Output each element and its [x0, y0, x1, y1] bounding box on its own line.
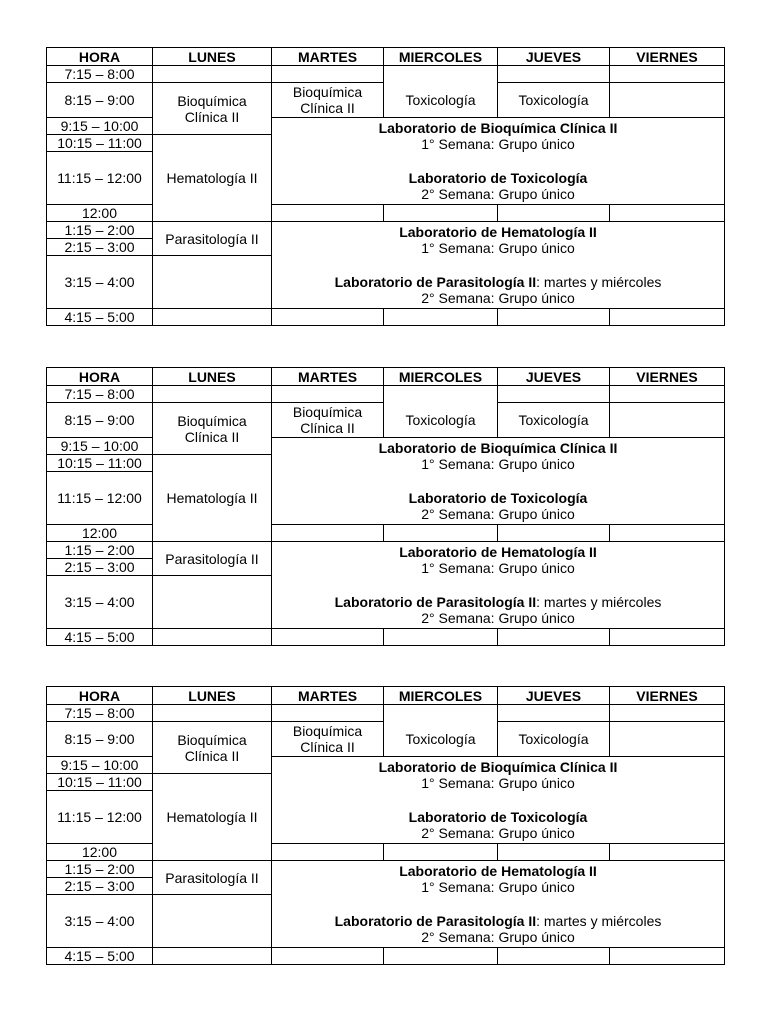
- empty-cell: [610, 403, 725, 438]
- empty-cell: [498, 386, 610, 403]
- empty-cell: [610, 629, 725, 646]
- empty-cell: [498, 844, 610, 861]
- header-martes: MARTES: [272, 368, 384, 386]
- empty-cell: [272, 948, 384, 965]
- header-lunes: LUNES: [153, 687, 272, 705]
- hour-cell: 4:15 – 5:00: [47, 948, 153, 965]
- lab-week: 1° Semana: Grupo único: [421, 456, 575, 472]
- lab-title: Laboratorio de Bioquímica Clínica II: [378, 759, 618, 775]
- class-name: Clínica II: [184, 108, 240, 125]
- class-cell-lunes: Hematología II: [153, 774, 272, 861]
- empty-cell: [498, 309, 610, 326]
- empty-cell: [498, 66, 610, 83]
- header-lunes: LUNES: [153, 48, 272, 66]
- hour-cell: 7:15 – 8:00: [47, 66, 153, 83]
- lab-week: 1° Semana: Grupo único: [421, 136, 575, 152]
- class-cell-lunes: Parasitología II: [153, 222, 272, 256]
- empty-cell: [498, 629, 610, 646]
- header-lunes: LUNES: [153, 368, 272, 386]
- empty-cell: [384, 629, 498, 646]
- empty-cell: [610, 722, 725, 757]
- header-martes: MARTES: [272, 48, 384, 66]
- header-miercoles: MIERCOLES: [384, 48, 498, 66]
- hour-cell: 3:15 – 4:00: [47, 576, 153, 629]
- class-cell-lunes: [153, 403, 272, 455]
- empty-cell: [610, 525, 725, 542]
- lab-title: Laboratorio de Parasitología II: [334, 274, 537, 290]
- empty-cell: [272, 705, 384, 722]
- header-jueves: JUEVES: [498, 687, 610, 705]
- hour-cell: 1:15 – 2:00: [47, 542, 153, 559]
- lab-week: 2° Semana: Grupo único: [421, 186, 575, 202]
- class-name: Toxicología: [405, 91, 476, 108]
- hour-cell: 9:15 – 10:00: [47, 118, 153, 135]
- hour-cell: 2:15 – 3:00: [47, 878, 153, 895]
- class-name: Clínica II: [300, 739, 355, 755]
- header-jueves: JUEVES: [498, 48, 610, 66]
- lab-title: Laboratorio de Hematología II: [399, 863, 597, 879]
- hour-cell: 7:15 – 8:00: [47, 705, 153, 722]
- header-viernes: VIERNES: [610, 687, 725, 705]
- empty-cell: [272, 386, 384, 403]
- lab-week: 1° Semana: Grupo único: [421, 775, 575, 791]
- hour-cell: 11:15 – 12:00: [47, 472, 153, 525]
- class-cell-lunes: [153, 83, 272, 135]
- lab-week: 2° Semana: Grupo único: [421, 290, 575, 306]
- class-cell-lunes: Parasitología II: [153, 861, 272, 895]
- empty-cell: [153, 705, 272, 722]
- empty-cell: [384, 948, 498, 965]
- class-cell-martes: [272, 83, 384, 118]
- hour-cell: 4:15 – 5:00: [47, 629, 153, 646]
- class-name: Bioquímica: [177, 92, 247, 109]
- class-name: Bioquímica: [292, 723, 363, 739]
- empty-cell: [153, 629, 272, 646]
- class-name: Toxicología: [405, 411, 476, 428]
- lab-week: 1° Semana: Grupo único: [421, 879, 575, 895]
- lab-title: Laboratorio de Parasitología II: [334, 594, 537, 610]
- header-row: [47, 48, 725, 66]
- empty-cell: [384, 525, 498, 542]
- empty-cell: [498, 705, 610, 722]
- header-row: [47, 368, 725, 386]
- lab-block-2: [272, 861, 725, 948]
- class-cell-jueves: Toxicología: [498, 403, 610, 438]
- class-name: Bioquímica: [292, 84, 363, 100]
- header-hora: HORA: [47, 687, 153, 705]
- class-cell-lunes: Parasitología II: [153, 542, 272, 576]
- lab-week: 1° Semana: Grupo único: [421, 560, 575, 576]
- lab-days: : martes y miércoles: [536, 594, 662, 610]
- hour-cell: 12:00: [47, 205, 153, 222]
- class-name: Clínica II: [184, 747, 240, 764]
- hour-cell: 12:00: [47, 525, 153, 542]
- empty-cell: [498, 205, 610, 222]
- class-name: Bioquímica: [292, 404, 363, 420]
- hour-cell: 2:15 – 3:00: [47, 239, 153, 256]
- empty-cell: [610, 205, 725, 222]
- empty-cell: [610, 309, 725, 326]
- class-name: Bioquímica: [177, 412, 247, 429]
- class-name: Clínica II: [300, 420, 355, 436]
- empty-cell: [272, 309, 384, 326]
- empty-cell: [153, 895, 272, 948]
- hour-cell: 9:15 – 10:00: [47, 438, 153, 455]
- lab-week: 2° Semana: Grupo único: [421, 506, 575, 522]
- hour-cell: 8:15 – 9:00: [47, 722, 153, 757]
- empty-cell: [272, 205, 384, 222]
- header-viernes: VIERNES: [610, 48, 725, 66]
- class-cell-miercoles: [384, 386, 498, 438]
- empty-cell: [153, 948, 272, 965]
- class-cell-miercoles: [384, 66, 498, 118]
- lab-title: Laboratorio de Toxicología: [408, 490, 588, 506]
- lab-days: : martes y miércoles: [536, 913, 662, 929]
- hour-cell: 10:15 – 11:00: [47, 455, 153, 472]
- class-cell-martes: [272, 722, 384, 757]
- empty-cell: [610, 948, 725, 965]
- lab-title: Laboratorio de Hematología II: [399, 224, 597, 240]
- empty-cell: [610, 386, 725, 403]
- hour-cell: 7:15 – 8:00: [47, 386, 153, 403]
- empty-cell: [610, 66, 725, 83]
- empty-cell: [153, 309, 272, 326]
- lab-block-1: [272, 438, 725, 525]
- header-hora: HORA: [47, 48, 153, 66]
- hour-cell: 12:00: [47, 844, 153, 861]
- empty-cell: [272, 525, 384, 542]
- lab-title: Laboratorio de Hematología II: [399, 544, 597, 560]
- hour-cell: 3:15 – 4:00: [47, 895, 153, 948]
- empty-cell: [610, 83, 725, 118]
- empty-cell: [153, 576, 272, 629]
- lab-block-1: [272, 757, 725, 844]
- class-cell-jueves: Toxicología: [498, 83, 610, 118]
- class-cell-miercoles: [384, 705, 498, 757]
- class-cell-lunes: [153, 722, 272, 774]
- class-name: Bioquímica: [177, 731, 247, 748]
- class-cell-lunes: Hematología II: [153, 135, 272, 222]
- schedule-table-1: [46, 47, 725, 326]
- class-name: Clínica II: [300, 100, 355, 116]
- lab-block-1: [272, 118, 725, 205]
- hour-cell: 1:15 – 2:00: [47, 861, 153, 878]
- class-cell-martes: [272, 403, 384, 438]
- class-cell-lunes: Hematología II: [153, 455, 272, 542]
- lab-days: : martes y miércoles: [536, 274, 662, 290]
- empty-cell: [384, 309, 498, 326]
- empty-cell: [153, 386, 272, 403]
- hour-cell: 8:15 – 9:00: [47, 403, 153, 438]
- hour-cell: 2:15 – 3:00: [47, 559, 153, 576]
- schedule-table-2: [46, 367, 725, 646]
- header-miercoles: MIERCOLES: [384, 687, 498, 705]
- hour-cell: 1:15 – 2:00: [47, 222, 153, 239]
- header-row: [47, 687, 725, 705]
- empty-cell: [272, 629, 384, 646]
- class-name: Toxicología: [405, 730, 476, 747]
- lab-title: Laboratorio de Toxicología: [408, 170, 588, 186]
- lab-title: Laboratorio de Bioquímica Clínica II: [378, 440, 618, 456]
- hour-cell: 8:15 – 9:00: [47, 83, 153, 118]
- lab-title: Laboratorio de Bioquímica Clínica II: [378, 120, 618, 136]
- hour-cell: 4:15 – 5:00: [47, 309, 153, 326]
- hour-cell: 10:15 – 11:00: [47, 135, 153, 152]
- header-hora: HORA: [47, 368, 153, 386]
- empty-cell: [498, 948, 610, 965]
- hour-cell: 9:15 – 10:00: [47, 757, 153, 774]
- empty-cell: [384, 205, 498, 222]
- empty-cell: [153, 66, 272, 83]
- header-jueves: JUEVES: [498, 368, 610, 386]
- lab-week: 1° Semana: Grupo único: [421, 240, 575, 256]
- hour-cell: 3:15 – 4:00: [47, 256, 153, 309]
- lab-title: Laboratorio de Parasitología II: [334, 913, 537, 929]
- lab-title: Laboratorio de Toxicología: [408, 809, 588, 825]
- empty-cell: [153, 256, 272, 309]
- header-martes: MARTES: [272, 687, 384, 705]
- empty-cell: [610, 705, 725, 722]
- empty-cell: [384, 844, 498, 861]
- header-viernes: VIERNES: [610, 368, 725, 386]
- lab-week: 2° Semana: Grupo único: [421, 929, 575, 945]
- hour-cell: 11:15 – 12:00: [47, 152, 153, 205]
- hour-cell: 10:15 – 11:00: [47, 774, 153, 791]
- class-cell-jueves: Toxicología: [498, 722, 610, 757]
- class-name: Clínica II: [184, 428, 240, 445]
- empty-cell: [272, 844, 384, 861]
- hour-cell: 11:15 – 12:00: [47, 791, 153, 844]
- empty-cell: [272, 66, 384, 83]
- lab-week: 2° Semana: Grupo único: [421, 825, 575, 841]
- lab-block-2: [272, 222, 725, 309]
- lab-week: 2° Semana: Grupo único: [421, 610, 575, 626]
- empty-cell: [498, 525, 610, 542]
- schedule-table-3: [46, 686, 725, 965]
- header-miercoles: MIERCOLES: [384, 368, 498, 386]
- empty-cell: [610, 844, 725, 861]
- lab-block-2: [272, 542, 725, 629]
